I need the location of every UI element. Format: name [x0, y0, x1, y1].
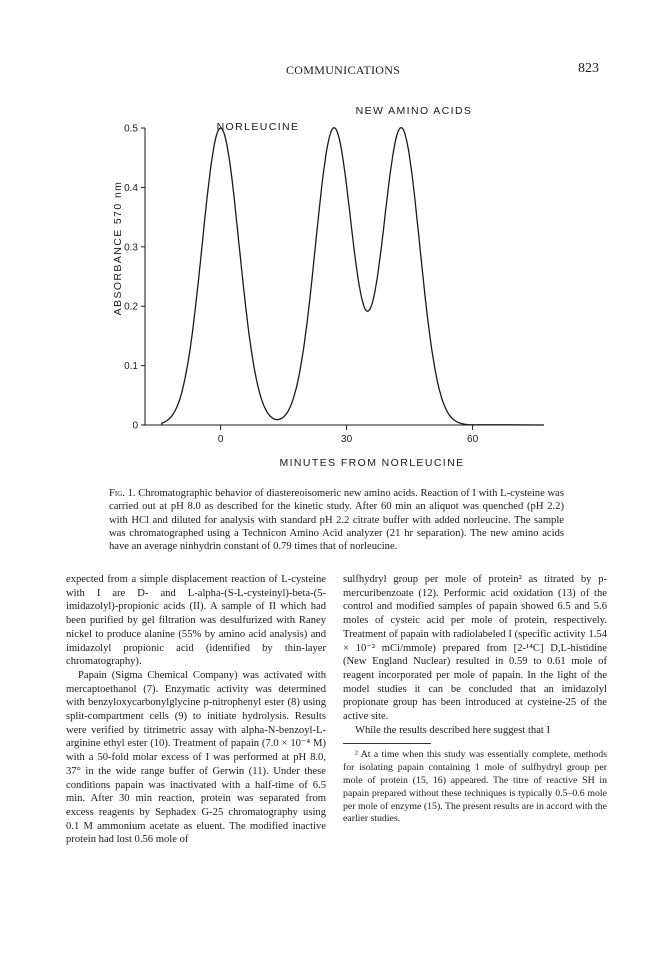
figure-label: Fig. 1.	[109, 488, 136, 499]
annotation-norleucine: NORLEUCINE	[216, 121, 300, 133]
x-tick-label: 60	[467, 434, 479, 445]
x-axis-label: MINUTES FROM NORLEUCINE	[279, 457, 465, 469]
figure-caption	[109, 487, 564, 553]
left-column	[66, 573, 326, 847]
chromatogram-line	[162, 128, 544, 425]
footnote-divider	[343, 743, 431, 744]
page-number: 823	[578, 61, 599, 76]
y-axis-label: ABSORBANCE 570 nm	[112, 180, 124, 316]
footnote-text: ² At a time when this study was essentially complete, methods for isolating papain containing 1 mole of sulfhydryl group per mole of protein (15, 16) appeared. The titre of reactive SH in papain prepared without these techniques is typically 0.5–0.6 mole per mole of enzyme (15). The present results are in accord with the earlier studies.	[343, 749, 607, 825]
y-tick-label: 0.5	[124, 123, 138, 135]
y-tick-label: 0.4	[124, 182, 138, 194]
y-tick-label: 0.3	[124, 242, 138, 254]
paragraph: expected from a simple displacement reaction of L-cysteine with I are D- and L-alpha-(S-L-cysteinyl)-beta-(5-imidazolyl)-propionic acids (II). A sample of II which had been purified by gel filtration was desulfurized with Raney nickel to produce alanine (55% by amino acid analysis) and imidazolyl propionic acid (identified by thin-layer chromatography).	[66, 574, 326, 668]
y-tick-label: 0.1	[124, 361, 138, 373]
paragraph: While the results described here suggest that I	[355, 724, 551, 736]
x-tick-label: 30	[341, 434, 353, 445]
right-column	[343, 573, 607, 826]
y-tick-label: 0	[132, 420, 138, 432]
annotation-new-amino-acids: NEW AMINO ACIDS	[355, 105, 473, 117]
paragraph: Papain (Sigma Chemical Company) was activated with mercaptoethanol (7). Enzymatic activity was determined with benzyloxycarbonylglycine p-nitrophenyl ester (8) using split-compartment cells (9) to initiate hydrolysis. Results were verified by titrimetric assay with alpha-N-benzoyl-L-arginine ethyl ester (10). Treatment of papain (7.0 × 10⁻⁴ M) with a 50-fold molar excess of I was performed at pH 8.0, 37° in the wide range buffer of Gerwin (11). Under these conditions papain was inactivated with a half-time of 6.5 min. After 30 min reaction, protein was separated from excess reagents by Sephadex G-25 chromatography using 0.1 M ammonium acetate as eluent. The modified inactive protein had lost 0.56 mole of	[66, 669, 326, 846]
x-tick-label: 0	[217, 434, 224, 445]
chart-curve-layer	[162, 128, 544, 425]
chart-ticks	[124, 124, 479, 446]
footnote	[343, 749, 607, 826]
y-tick-label: 0.2	[124, 301, 138, 313]
running-title: COMMUNICATIONS	[286, 63, 401, 77]
paragraph: sulfhydryl group per mole of protein² as titrated by p-mercuribenzoate (12). Performic acid oxidation (13) of the control and modified samples of papain showed 6.5 and 5.6 moles of cysteic acid per mole of protein, respectively. Treatment of papain with radiolabeled I (specific activity 1.54 × 10⁻² mCi/mmole) prepared from [2-¹⁴C] D,L-histidine (New England Nuclear) resulted in 0.59 to 0.61 mole of reagent incorporated per mole of papain. In the light of the model studies it can be concluded that an imidazolyl propionate group has been introduced at cysteine-25 of the active site.	[343, 574, 607, 723]
figure-caption-text: Chromatographic behavior of diastereoisomeric new amino acids. Reaction of I with L-cysteine was carried out at pH 8.0 as described for the kinetic study. After 60 min an aliquot was quenched (pH 2.2) with HCl and diluted for analysis with standard pH 2.2 citrate buffer with added norleucine. The sample was chromatographed using a Technicon Amino Acid analyzer (21 hr separation). The new amino acids have an average ninhydrin constant of 0.79 times that of norleucine.	[109, 488, 564, 553]
